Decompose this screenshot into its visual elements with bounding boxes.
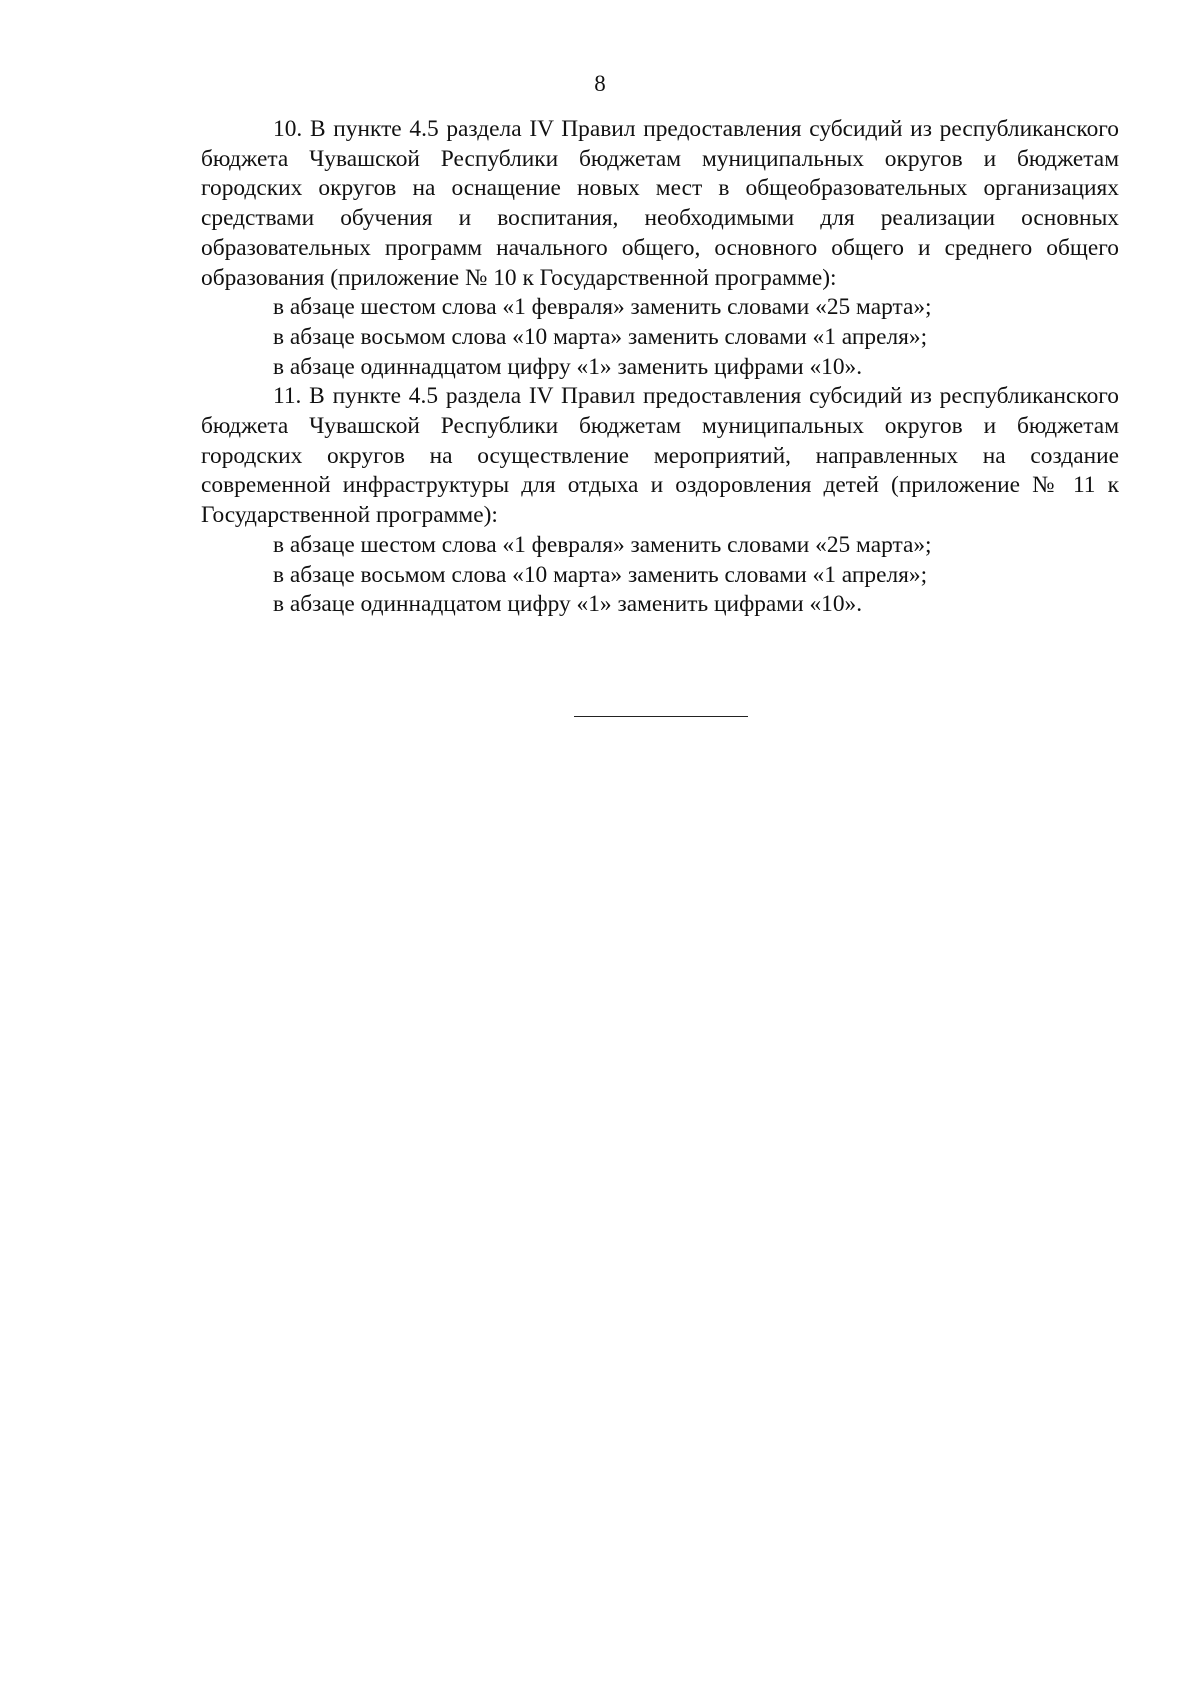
paragraph-item-10: 10. В пункте 4.5 раздела IV Правил предоставления субсидий из республиканского бюджета Чувашской Республики бюджетам муниципальных округов и бюджетам городских округов на оснащение новых мест в общеобразовательных организациях средствами обучения и воспитания, необходимыми для реализации основных образовательных программ начального общего, основного общего и среднего общего образования (приложение № 10 к Государственной программе): bbox=[201, 116, 1119, 291]
subparagraph-11-2: в абзаце восьмом слова «10 марта» заменить словами «1 апреля»; bbox=[273, 561, 928, 588]
end-of-document-rule bbox=[574, 716, 748, 717]
paragraph-item-11: 11. В пункте 4.5 раздела IV Правил предоставления субсидий из республиканского бюджета Чувашской Республики бюджетам муниципальных округов и бюджетам городских округов на осуществление мероприятий, направленных на создание современной инфраструктуры для отдыха и оздоровления детей (приложение № 11 к Государственной программе): bbox=[201, 383, 1119, 529]
subparagraph-10-1: в абзаце шестом слова «1 февраля» заменить словами «25 марта»; bbox=[273, 294, 932, 321]
subparagraph-11-1: в абзаце шестом слова «1 февраля» заменить словами «25 марта»; bbox=[273, 531, 932, 558]
subparagraph-10-3: в абзаце одиннадцатом цифру «1» заменить цифрами «10». bbox=[273, 353, 863, 380]
document-body bbox=[201, 115, 1119, 620]
subparagraph-10-2: в абзаце восьмом слова «10 марта» заменить словами «1 апреля»; bbox=[273, 323, 928, 350]
subparagraph-11-3: в абзаце одиннадцатом цифру «1» заменить цифрами «10». bbox=[273, 591, 863, 618]
page-number: 8 bbox=[594, 71, 606, 96]
